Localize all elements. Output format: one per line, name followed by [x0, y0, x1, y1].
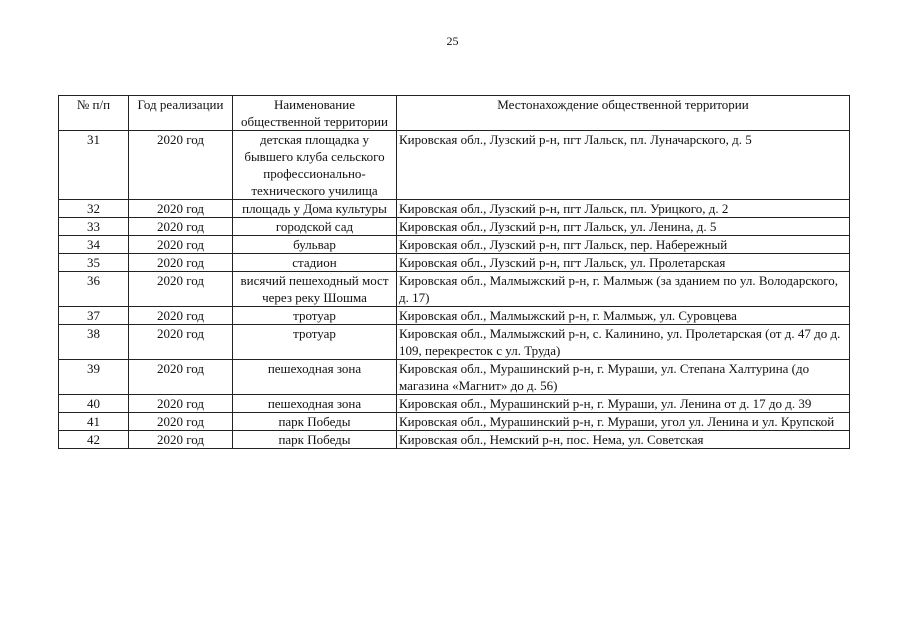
table-row [59, 131, 850, 200]
cell-number: 32 [59, 200, 129, 218]
cell-name: стадион [233, 254, 397, 272]
header-territory-location: Местонахождение общественной территории [397, 96, 850, 131]
cell-name: тротуар [233, 307, 397, 325]
cell-year: 2020 год [129, 254, 233, 272]
cell-name: пешеходная зона [233, 395, 397, 413]
cell-number: 34 [59, 236, 129, 254]
table-header-row [59, 96, 850, 131]
cell-location: Кировская обл., Малмыжский р-н, с. Калинино, ул. Пролетарская (от д. 47 до д. 109, перекресток с ул. Труда) [397, 325, 850, 360]
cell-location: Кировская обл., Немский р-н, пос. Нема, ул. Советская [397, 431, 850, 449]
cell-number: 37 [59, 307, 129, 325]
cell-name: городской сад [233, 218, 397, 236]
header-number: № п/п [59, 96, 129, 131]
cell-name: парк Победы [233, 431, 397, 449]
cell-location: Кировская обл., Малмыжский р-н, г. Малмыж, ул. Суровцева [397, 307, 850, 325]
cell-location: Кировская обл., Лузский р-н, пгт Лальск, ул. Пролетарская [397, 254, 850, 272]
table-row [59, 236, 850, 254]
cell-name: площадь у Дома культуры [233, 200, 397, 218]
cell-number: 39 [59, 360, 129, 395]
cell-number: 31 [59, 131, 129, 200]
cell-name: бульвар [233, 236, 397, 254]
table-row [59, 272, 850, 307]
table-row [59, 431, 850, 449]
territories-table [58, 95, 850, 449]
table-row [59, 254, 850, 272]
cell-year: 2020 год [129, 431, 233, 449]
table-row [59, 218, 850, 236]
cell-number: 38 [59, 325, 129, 360]
cell-location: Кировская обл., Малмыжский р-н, г. Малмыж (за зданием по ул. Володарского, д. 17) [397, 272, 850, 307]
cell-name: детская площадка у бывшего клуба сельского профессионально-технического училища [233, 131, 397, 200]
cell-name: парк Победы [233, 413, 397, 431]
cell-location: Кировская обл., Лузский р-н, пгт Лальск, ул. Ленина, д. 5 [397, 218, 850, 236]
cell-number: 35 [59, 254, 129, 272]
cell-year: 2020 год [129, 360, 233, 395]
cell-location: Кировская обл., Мурашинский р-н, г. Мураши, ул. Ленина от д. 17 до д. 39 [397, 395, 850, 413]
cell-location: Кировская обл., Мурашинский р-н, г. Мураши, ул. Степана Халтурина (до магазина «Магнит» до д. 56) [397, 360, 850, 395]
cell-number: 40 [59, 395, 129, 413]
cell-year: 2020 год [129, 200, 233, 218]
page-number: 25 [446, 34, 459, 48]
cell-location: Кировская обл., Мурашинский р-н, г. Мураши, угол ул. Ленина и ул. Крупской [397, 413, 850, 431]
cell-number: 42 [59, 431, 129, 449]
cell-year: 2020 год [129, 236, 233, 254]
cell-year: 2020 год [129, 307, 233, 325]
cell-year: 2020 год [129, 131, 233, 200]
cell-name: висячий пешеходный мост через реку Шошма [233, 272, 397, 307]
cell-location: Кировская обл., Лузский р-н, пгт Лальск, пер. Набережный [397, 236, 850, 254]
header-territory-name: Наименование общественной территории [233, 96, 397, 131]
cell-year: 2020 год [129, 395, 233, 413]
cell-year: 2020 год [129, 272, 233, 307]
table-row [59, 307, 850, 325]
cell-year: 2020 год [129, 413, 233, 431]
cell-number: 41 [59, 413, 129, 431]
cell-number: 33 [59, 218, 129, 236]
cell-year: 2020 год [129, 325, 233, 360]
header-year: Год реализации [129, 96, 233, 131]
table-row [59, 360, 850, 395]
cell-number: 36 [59, 272, 129, 307]
cell-year: 2020 год [129, 218, 233, 236]
table-row [59, 395, 850, 413]
cell-name: тротуар [233, 325, 397, 360]
table-row [59, 200, 850, 218]
cell-location: Кировская обл., Лузский р-н, пгт Лальск, пл. Луначарского, д. 5 [397, 131, 850, 200]
table-row [59, 325, 850, 360]
table-row [59, 413, 850, 431]
cell-location: Кировская обл., Лузский р-н, пгт Лальск, пл. Урицкого, д. 2 [397, 200, 850, 218]
cell-name: пешеходная зона [233, 360, 397, 395]
